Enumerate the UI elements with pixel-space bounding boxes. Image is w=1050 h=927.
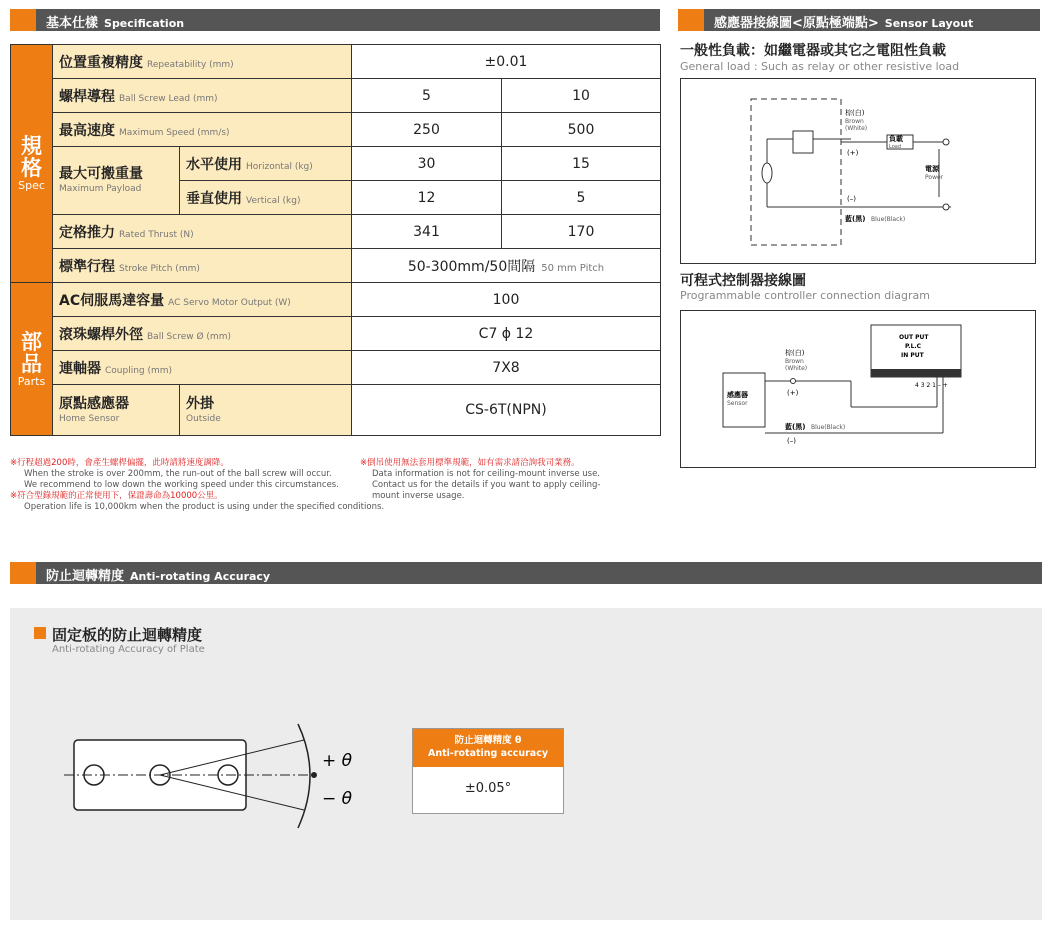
plate-title-marker xyxy=(34,627,46,639)
plc-svg xyxy=(681,311,1035,467)
screw-label: 滾珠螺桿外徑 Ball Screw Ø (mm) xyxy=(53,317,352,351)
payload-label: 最大可搬重量 Maximum Payload xyxy=(53,147,180,215)
plc-blue-en-label: Blue(Black) xyxy=(811,424,846,431)
load-label: 負載 xyxy=(889,135,903,143)
speed-value-2: 500 xyxy=(502,113,661,147)
speed-label: 最高速度 Maximum Speed (mm/s) xyxy=(53,113,352,147)
spec-group-cell: 規格 Spec xyxy=(11,45,53,283)
stroke-value: 50-300mm/50間隔 50 mm Pitch xyxy=(352,249,661,283)
brown-en-label: Brown xyxy=(845,118,864,125)
plc-plus-label: (+) xyxy=(787,389,799,397)
sensor-en-label: Sensor xyxy=(727,400,748,407)
home-sensor-value: CS-6T(NPN) xyxy=(352,385,661,436)
spec-header: 基本仕樣 Specification xyxy=(10,9,660,31)
plate-subtitle: Anti-rotating Accuracy of Plate xyxy=(52,644,205,655)
stroke-label: 標準行程 Stroke Pitch (mm) xyxy=(53,249,352,283)
note-right: ※倒吊使用無法套用標準規範，如有需求請洽詢我司業務。 Data information is not for ceiling-mount inverse use. Contact us for the details if you want to apply ceiling- mount inverse usage. xyxy=(360,458,601,501)
screw-value: C7 ϕ 12 xyxy=(352,317,661,351)
plus-theta-label: + θ xyxy=(322,751,353,771)
general-load-diagram xyxy=(680,78,1036,264)
lead-value-2: 10 xyxy=(502,79,661,113)
accuracy-head: 防止迴轉精度 θ Anti-rotating accuracy xyxy=(413,729,563,767)
output-label: OUT PUT xyxy=(899,334,929,341)
servo-value: 100 xyxy=(352,283,661,317)
minus-label: (–) xyxy=(847,195,856,203)
brown-label: 棕(白) xyxy=(845,109,865,117)
thrust-value-1: 341 xyxy=(352,215,502,249)
thrust-value-2: 170 xyxy=(502,215,661,249)
plc-label: P.L.C xyxy=(905,343,922,350)
vertical-value-1: 12 xyxy=(352,181,502,215)
note-left: ※行程超過200時，會產生螺桿偏擺，此時請將速度調降。 When the stroke is over 200mm, the run-out of the ball screw will occur. We recommend to low down the working speed under this circumstances. ※符合型錄規範的正常使用下，保證壽命為10000公里。 Operation life is 10,000km when the product is using under the specified conditions. xyxy=(10,458,385,512)
pins-label: 4 3 2 1 – + xyxy=(915,382,948,389)
plc-diagram xyxy=(680,310,1036,468)
plus-label: (+) xyxy=(847,149,859,157)
horizontal-value-1: 30 xyxy=(352,147,502,181)
accuracy-value: ±0.05° xyxy=(464,781,512,796)
plc-blue-label: 藍(黑) xyxy=(785,423,806,431)
vertical-label: 垂直使用 Vertical (kg) xyxy=(180,181,352,215)
spec-table xyxy=(10,44,661,436)
vertical-value-2: 5 xyxy=(502,181,661,215)
parts-group-cell: 部品 Parts xyxy=(11,283,53,436)
home-sensor-sub: 外掛 Outside xyxy=(180,385,352,436)
lead-value-1: 5 xyxy=(352,79,502,113)
blue-label: 藍(黑) xyxy=(845,215,866,223)
white-label: (White) xyxy=(845,125,868,132)
plate-drawing xyxy=(60,716,390,836)
home-sensor-label: 原點感應器 Home Sensor xyxy=(53,385,180,436)
speed-value-1: 250 xyxy=(352,113,502,147)
plc-minus-label: (–) xyxy=(787,437,796,445)
blue-en-label: Blue(Black) xyxy=(871,216,906,223)
general-load-subtitle: General load : Such as relay or other resistive load xyxy=(680,60,960,73)
coupling-label: 連軸器 Coupling (mm) xyxy=(53,351,352,385)
plc-white-label: (White) xyxy=(785,365,808,372)
general-load-svg xyxy=(681,79,1035,263)
repeatability-label: 位置重複精度 Repeatability (mm) xyxy=(53,45,352,79)
input-label: IN PUT xyxy=(901,352,924,359)
power-en-label: Power xyxy=(925,174,944,181)
sensor-label: 感應器 xyxy=(727,391,748,399)
horizontal-label: 水平使用 Horizontal (kg) xyxy=(180,147,352,181)
general-load-title: 一般性負載：如繼電器或其它之電阻性負載 xyxy=(680,43,946,59)
sensor-layout-header: 感應器接線圖<原點極端點> Sensor Layout xyxy=(678,9,1040,31)
lead-label: 螺桿導程 Ball Screw Lead (mm) xyxy=(53,79,352,113)
servo-label: AC伺服馬達容量 AC Servo Motor Output (W) xyxy=(53,283,352,317)
repeatability-value: ±0.01 xyxy=(352,45,661,79)
anti-rotating-header: 防止迴轉精度 Anti-rotating Accuracy xyxy=(10,562,1042,584)
plc-brown-label: 棕(白) xyxy=(785,349,805,357)
load-en-label: Load xyxy=(889,144,901,150)
coupling-value: 7X8 xyxy=(352,351,661,385)
horizontal-value-2: 15 xyxy=(502,147,661,181)
plc-title: 可程式控制器接線圖 xyxy=(680,273,806,289)
power-label: 電源 xyxy=(925,165,939,173)
minus-theta-label: − θ xyxy=(322,789,353,809)
plc-brown-en-label: Brown xyxy=(785,358,804,365)
accuracy-box xyxy=(412,728,564,814)
plate-title: 固定板的防止迴轉精度 xyxy=(52,626,203,644)
plc-subtitle: Programmable controller connection diagram xyxy=(680,289,930,302)
thrust-label: 定格推力 Rated Thrust (N) xyxy=(53,215,352,249)
